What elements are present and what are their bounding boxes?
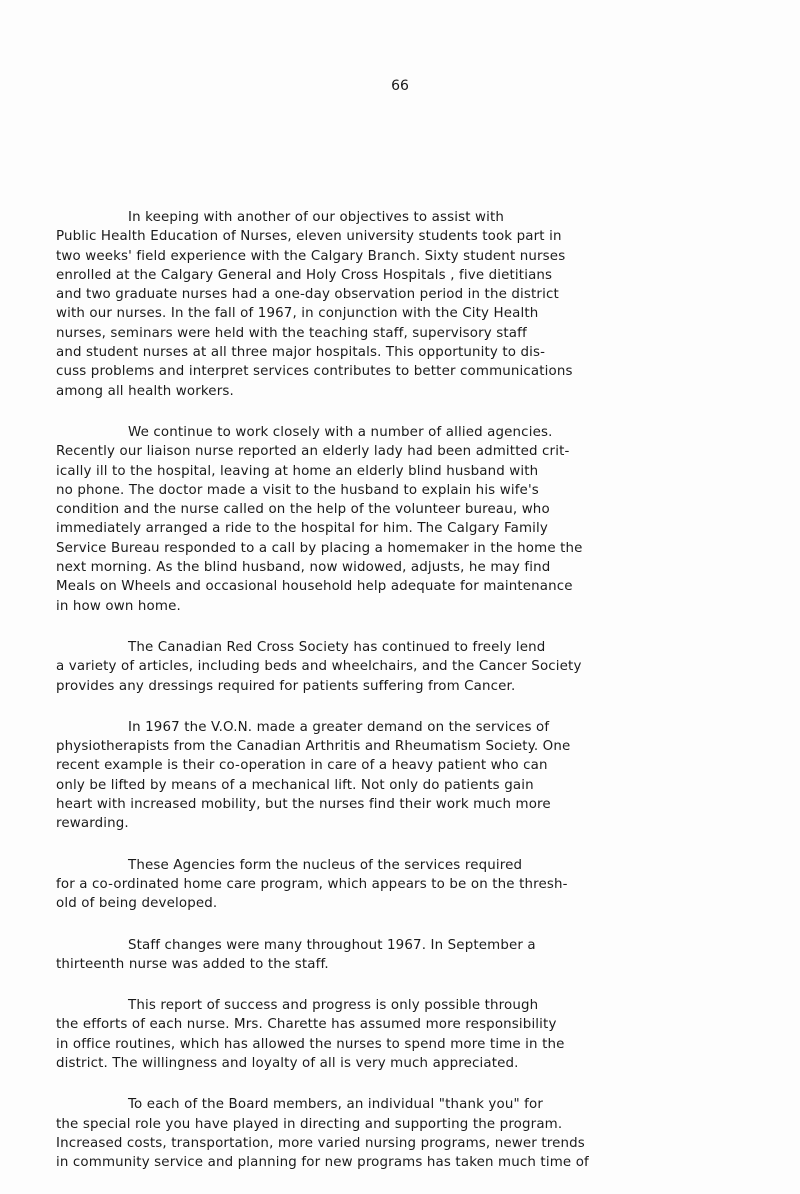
text-line: Meals on Wheels and occasional household help adequate for maintenance [56,579,573,595]
text-line: Staff changes were many throughout 1967. In September a [128,937,536,953]
text-line: and student nurses at all three major hospitals. This opportunity to dis- [56,345,546,361]
text-line: rewarding. [56,816,129,832]
text-line: These Agencies form the nucleus of the services required [128,857,523,873]
text-line: thirteenth nurse was added to the staff. [56,956,329,972]
text-line: cuss problems and interpret services contributes to better communications [56,364,573,380]
text-line: and two graduate nurses had a one-day observation period in the district [56,287,559,303]
paragraph [56,208,756,401]
text-line: We continue to work closely with a number of allied agencies. [128,424,553,440]
text-line: old of being developed. [56,896,218,912]
text-line: only be lifted by means of a mechanical lift. Not only do patients gain [56,777,534,793]
text-line: a variety of articles, including beds and wheelchairs, and the Cancer Society [56,659,582,675]
paragraph [56,996,756,1073]
text-line: This report of success and progress is only possible through [128,998,539,1014]
text-line: condition and the nurse called on the help of the volunteer bureau, who [56,502,550,518]
text-line: In keeping with another of our objectives to assist with [128,210,505,225]
text-line: heart with increased mobility, but the nurses find their work much more [56,797,551,813]
page-number: 66 [391,78,409,94]
text-line: To each of the Board members, an individual "thank you" for [128,1097,544,1113]
text-line: nurses, seminars were held with the teaching staff, supervisory staff [56,325,527,341]
text-line: next morning. As the blind husband, now widowed, adjusts, he may find [56,560,551,576]
body-text [56,208,756,1194]
text-line: immediately arranged a ride to the hospital for him. The Calgary Family [56,521,548,537]
text-line: with our nurses. In the fall of 1967, in conjunction with the City Health [56,306,539,322]
text-line: the efforts of each nurse. Mrs. Charette has assumed more responsibility [56,1017,557,1033]
text-line: district. The willingness and loyalty of all is very much appreciated. [56,1055,519,1071]
text-line: in community service and planning for new programs has taken much time of [56,1155,589,1171]
paragraph [56,718,756,834]
text-line: among all health workers. [56,383,234,399]
text-line: enrolled at the Calgary General and Holy Cross Hospitals , five dietitians [56,267,553,283]
text-line: in office routines, which has allowed the nurses to spend more time in the [56,1036,565,1052]
text-line: recent example is their co-operation in care of a heavy patient who can [56,758,548,774]
text-line: two weeks' field experience with the Calgary Branch. Sixty student nurses [56,248,566,264]
paragraph [56,423,756,616]
text-line: Public Health Education of Nurses, eleven university students took part in [56,229,562,245]
text-line: the special role you have played in directing and supporting the program. [56,1116,563,1132]
text-line: for a co-ordinated home care program, which appears to be on the thresh- [56,876,568,892]
text-line: in how own home. [56,598,181,614]
text-line: physiotherapists from the Canadian Arthritis and Rheumatism Society. One [56,739,571,755]
text-line: Increased costs, transportation, more varied nursing programs, newer trends [56,1135,585,1151]
paragraph [56,1095,756,1172]
paragraph [56,936,756,975]
text-line: Recently our liaison nurse reported an elderly lady had been admitted crit- [56,444,570,460]
text-line: In 1967 the V.O.N. made a greater demand on the services of [128,719,550,735]
paragraph [56,856,756,914]
text-line: Service Bureau responded to a call by placing a homemaker in the home the [56,540,583,556]
text-line: provides any dressings required for patients suffering from Cancer. [56,678,516,694]
text-line: ically ill to the hospital, leaving at home an elderly blind husband with [56,463,539,479]
paragraph [56,638,756,696]
text-line: The Canadian Red Cross Society has continued to freely lend [128,639,546,655]
text-line: no phone. The doctor made a visit to the husband to explain his wife's [56,482,539,498]
